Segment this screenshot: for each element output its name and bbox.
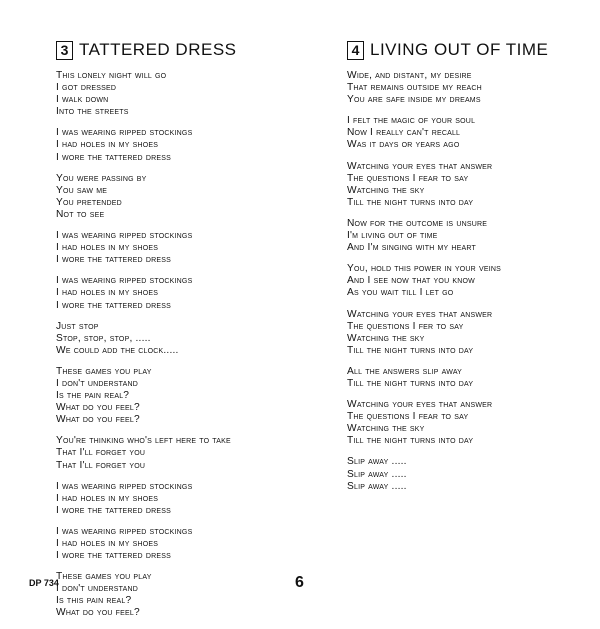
lyric-line: Was it days or years ago — [347, 139, 460, 151]
lyric-line: You, hold this power in your veins — [347, 263, 501, 275]
stanza — [56, 526, 316, 562]
lyric-line: Is this pain real? — [56, 595, 132, 607]
catalog-code: DP 734 — [29, 578, 59, 588]
lyric-line: I wore the tattered dress — [56, 254, 171, 266]
lyric-line: You are safe inside my dreams — [347, 94, 481, 106]
lyric-line: What do you feel? — [56, 414, 140, 426]
lyric-line: What do you feel? — [56, 607, 140, 619]
lyric-line: I was wearing ripped stockings — [56, 127, 193, 139]
stanza — [347, 456, 600, 492]
page-number: 6 — [295, 574, 304, 591]
stanza — [56, 435, 316, 471]
stanza — [56, 127, 316, 163]
stanza — [347, 218, 600, 254]
lyric-line: I wore the tattered dress — [56, 151, 171, 163]
left-song-header — [56, 40, 316, 60]
stanza — [56, 173, 316, 221]
lyric-line: I was wearing ripped stockings — [56, 275, 193, 287]
lyric-line: The questions I fer to say — [347, 320, 464, 332]
lyric-line: I got dressed — [56, 82, 117, 94]
lyric-line: Watching your eyes that answer — [347, 399, 493, 411]
lyric-line: I felt the magic of your soul — [347, 115, 476, 127]
lyric-line: Slip away ..... — [347, 480, 407, 492]
left-song — [56, 40, 316, 629]
lyric-line: The questions I fear to say — [347, 411, 469, 423]
lyric-line: Watching the sky — [347, 423, 425, 435]
lyric-line: Watching your eyes that answer — [347, 308, 493, 320]
lyric-line: You were passing by — [56, 172, 147, 184]
right-song-header — [347, 40, 600, 60]
lyric-line: We could add the clock..... — [56, 344, 179, 356]
lyric-line: Into the streets — [56, 106, 129, 118]
right-song-title: LIVING OUT OF TIME — [370, 40, 549, 59]
lyric-line: Not to see — [56, 208, 105, 220]
stanza — [56, 70, 316, 118]
lyric-line: Watching your eyes that answer — [347, 160, 493, 172]
stanza — [56, 571, 316, 619]
lyric-line: Wide, and distant, my desire — [347, 70, 472, 81]
lyric-line: Till the night turns into day — [347, 435, 474, 447]
lyric-line: And I see now that you know — [347, 275, 475, 287]
right-song-lyrics — [347, 70, 600, 493]
lyric-line: Just stop — [56, 320, 99, 332]
right-song — [347, 40, 600, 502]
right-song-number: 4 — [347, 41, 364, 60]
lyric-line: All the answers slip away — [347, 365, 463, 377]
lyric-line: I wore the tattered dress — [56, 299, 171, 311]
lyric-line: The questions I fear to say — [347, 172, 469, 184]
lyric-line: You're thinking who's left here to take — [56, 435, 231, 447]
lyric-line: I walk down — [56, 94, 109, 106]
lyric-line: Watching the sky — [347, 184, 425, 196]
stanza — [347, 399, 600, 447]
lyric-line: Now for the outcome is unsure — [347, 217, 488, 229]
left-song-lyrics — [56, 70, 316, 620]
lyric-line: Is the pain real? — [56, 390, 130, 402]
stanza — [347, 263, 600, 299]
lyric-line: I don't understand — [56, 377, 138, 389]
stanza — [56, 366, 316, 426]
lyric-line: Slip away ..... — [347, 468, 407, 480]
stanza — [347, 309, 600, 357]
lyric-line: Watching the sky — [347, 332, 425, 344]
lyric-line: I wore the tattered dress — [56, 550, 171, 562]
lyric-line: I was wearing ripped stockings — [56, 480, 193, 492]
lyric-line: I had holes in my shoes — [56, 287, 159, 299]
lyric-line: I had holes in my shoes — [56, 538, 159, 549]
lyric-line: What do you feel? — [56, 402, 140, 414]
lyric-line: I had holes in my shoes — [56, 242, 159, 254]
lyric-line: Stop, stop, stop, ..... — [56, 332, 151, 344]
lyric-line: This lonely night will go — [56, 70, 167, 81]
lyric-line: I had holes in my shoes — [56, 139, 159, 151]
lyric-line: I was wearing ripped stockings — [56, 230, 193, 242]
lyric-line: Now I really can't recall — [347, 127, 461, 139]
left-song-number: 3 — [56, 41, 73, 60]
stanza — [347, 161, 600, 209]
lyric-line: I was wearing ripped stockings — [56, 525, 193, 537]
lyric-line: These games you play — [56, 571, 152, 583]
lyric-line: Slip away ..... — [347, 456, 407, 468]
lyric-line: I don't understand — [56, 583, 138, 595]
lyric-line: And I'm singing with my heart — [347, 242, 477, 254]
stanza — [347, 115, 600, 151]
left-song-title: TATTERED DRESS — [79, 40, 237, 59]
lyric-line: As you wait till I let go — [347, 287, 454, 299]
lyric-line: Till the night turns into day — [347, 344, 474, 356]
lyric-line: That I'll forget you — [56, 459, 146, 471]
stanza — [56, 230, 316, 266]
lyric-line: Till the night turns into day — [347, 196, 474, 208]
lyric-line: I'm living out of time — [347, 230, 438, 242]
lyric-line: That remains outside my reach — [347, 82, 482, 94]
lyric-line: That I'll forget you — [56, 447, 146, 459]
stanza — [347, 366, 600, 390]
lyric-line: These games you play — [56, 365, 152, 377]
lyric-line: You saw me — [56, 184, 108, 196]
stanza — [56, 481, 316, 517]
lyric-line: I wore the tattered dress — [56, 504, 171, 516]
stanza — [56, 275, 316, 311]
stanza — [56, 321, 316, 357]
lyric-line: Till the night turns into day — [347, 377, 474, 389]
lyric-line: I had holes in my shoes — [56, 492, 159, 504]
stanza — [347, 70, 600, 106]
lyric-line: You pretended — [56, 196, 122, 208]
